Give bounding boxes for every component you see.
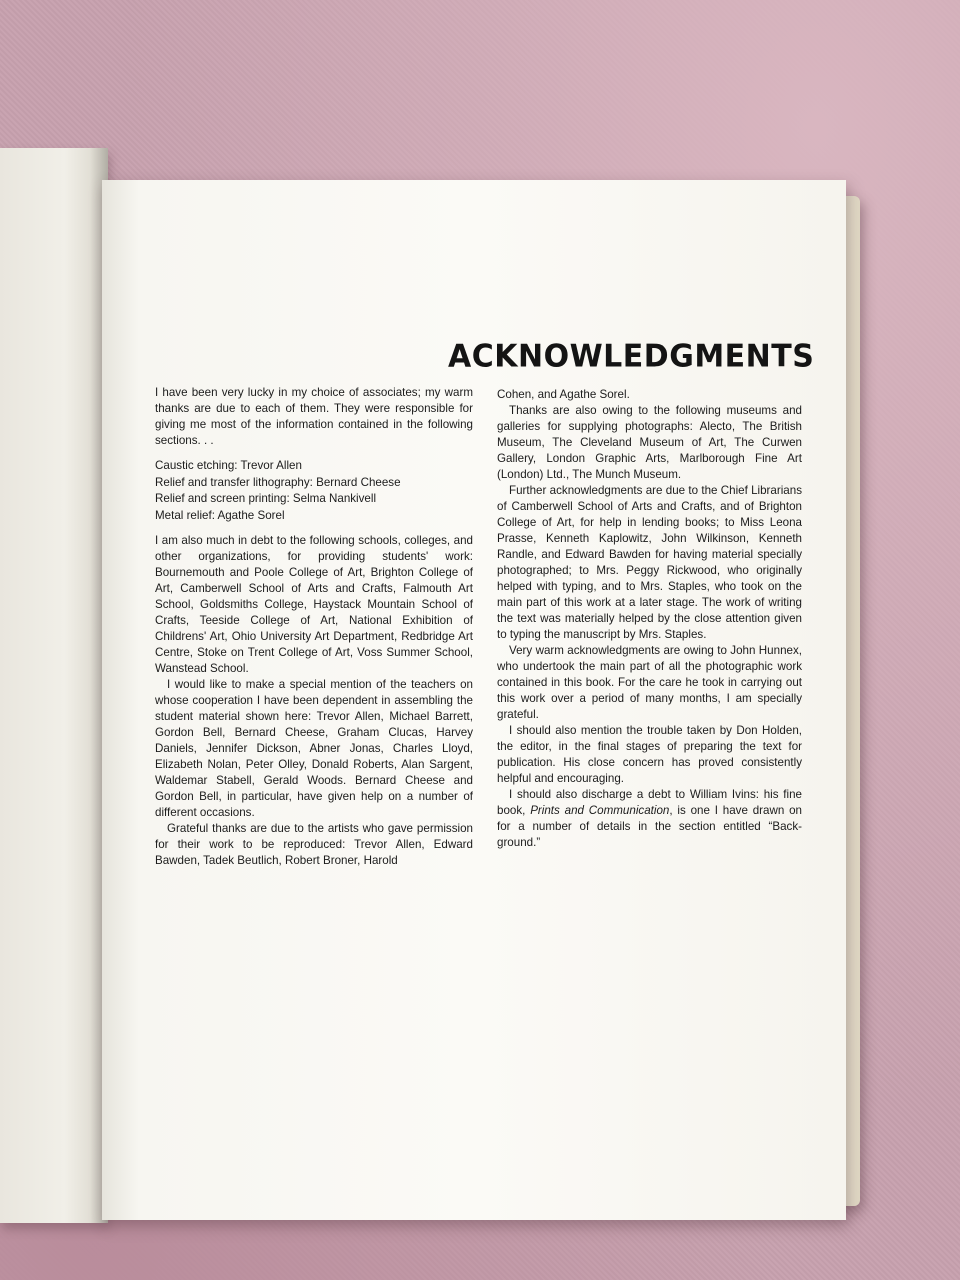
intro-paragraph: I have been very lucky in my choice of associates; my warm thanks are due to each of them. They were responsible for giving me most of the information contained in the following sections. . .	[155, 386, 473, 447]
credit-item: Metal relief: Agathe Sorel	[155, 508, 285, 522]
credit-item: Relief and transfer lithography: Bernard Cheese	[155, 475, 401, 489]
continued-paragraph: Cohen, and Agathe Sorel.	[497, 388, 630, 401]
ivins-text-before: I should also discharge a debt to William Ivins: his fine book,	[497, 788, 802, 817]
schools-paragraph: I am also much in debt to the following schools, colleges, and other organizations, for providing students' work: Bournemouth and Poole College of Art, Brighton College of Art, Camberwell School of Arts and Crafts, Falmouth Art School, Goldsmiths College, Haystack Mountain School of Crafts, Teeside College of Art, National Exhibition of Childrens' Art, Ohio University Art Department, Redbridge Art Centre, Stoke on Trent College of Art, Voss Summer School, Wanstead School.	[155, 534, 473, 675]
museums-paragraph: Thanks are also owing to the following museums and galleries for supplying photographs: Alecto, The British Museum, The Cleveland Museum of Art, The Curwen Gallery, London Graphic Arts, Marlborough Fine Art (London) Ltd., The Munch Museum.	[497, 404, 802, 481]
section-credits-list	[155, 458, 473, 524]
artists-paragraph: Grateful thanks are due to the artists who gave permission for their work to be reproduced: Trevor Allen, Edward Bawden, Tadek Beutlich, Robert Broner, Harold	[155, 822, 473, 867]
ivins-text-after: , is one I have drawn on for a number of details in the section entitled “Back-ground.”	[497, 804, 802, 849]
hunnex-paragraph: Very warm acknowledgments are owing to John Hunnex, who undertook the main part of all the photographic work contained in this book. For the care he took in carrying out this work over a period of many months, I am specially grateful.	[497, 644, 802, 721]
page-heading: ACKNOWLEDGMENTS	[448, 338, 815, 375]
book-title: Prints and Communication	[530, 804, 670, 817]
credit-item: Caustic etching: Trevor Allen	[155, 459, 302, 472]
left-page	[0, 148, 108, 1223]
holden-paragraph: I should also mention the trouble taken by Don Holden, the editor, in the final stages of preparing the text for publication. His close concern has proved consistently helpful and encouraging.	[497, 724, 802, 785]
ivins-paragraph	[497, 787, 802, 851]
right-text-column	[497, 387, 802, 851]
credit-item: Relief and screen printing: Selma Nankivell	[155, 492, 377, 505]
teachers-paragraph: I would like to make a special mention of the teachers on whose cooperation I have been dependent in assembling the student material shown here: Trevor Allen, Michael Barrett, Gordon Bell, Bernard Cheese, Graham Clucas, Harvey Daniels, Jennifer Dickson, Abner Jonas, Charles Lloyd, Elizabeth Nolan, Peter Olley, Donald Roberts, Alan Sargent, Waldemar Stabell, Gerald Woods. Bernard Cheese and Gordon Bell, in particular, have given help on a number of different occasions.	[155, 678, 473, 819]
left-text-column	[155, 385, 473, 869]
librarians-paragraph: Further acknowledgments are due to the Chief Librarians of Camberwell School of Arts and Crafts, and of Brighton College of Art, for help in lending books; to Miss Leona Prasse, Kenneth Kaplowitz, John Wilkinson, Kenneth Randle, and Edward Bawden for having material specially photographed; to Mrs. Peggy Rickwood, who originally helped with typing, and to Mrs. Staples, who took on the main part of this work at a later stage. The work of writing the text was materially helped by the close attention given to typing the manuscript by Mrs. Staples.	[497, 484, 802, 641]
